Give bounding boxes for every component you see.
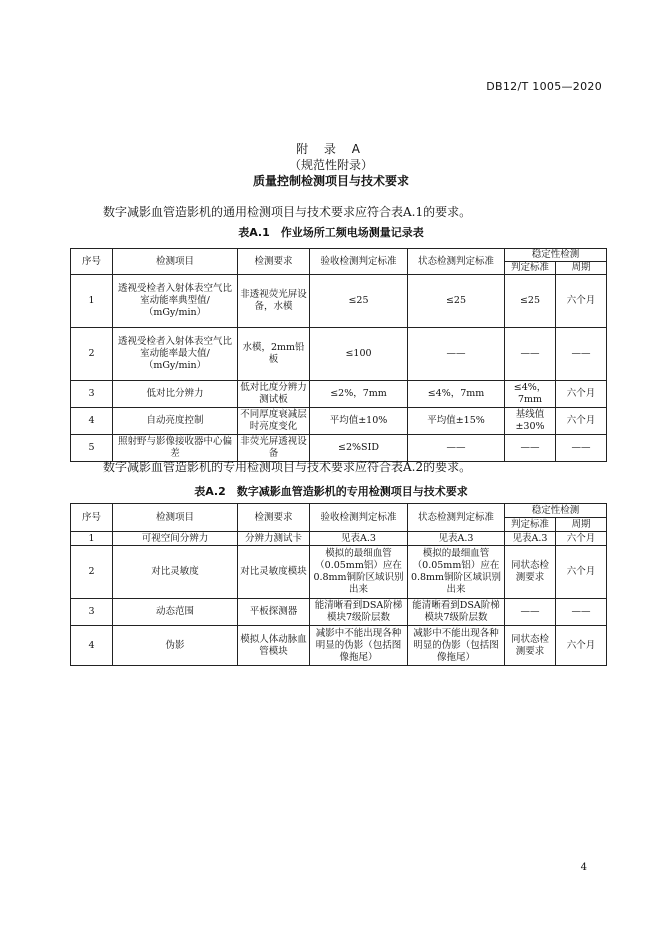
cell-requirement: 不同厚度衰减层时亮度变化 (238, 408, 310, 435)
cell-item: 对比灵敏度 (113, 546, 238, 599)
cell-acceptance: ≤2%SID (310, 435, 408, 462)
header-requirement: 检测要求 (238, 249, 310, 275)
cell-period: —— (556, 328, 607, 381)
header-criterion: 判定标准 (505, 262, 556, 275)
cell-period: 六个月 (556, 626, 607, 666)
cell-status: 能清晰看到DSA阶梯模块7级阶层数 (408, 599, 505, 626)
cell-criterion: 同状态检测要求 (505, 546, 556, 599)
header-acceptance: 验收检测判定标准 (310, 249, 408, 275)
header-seq: 序号 (71, 504, 113, 532)
cell-requirement: 平板探测器 (238, 599, 310, 626)
cell-status: —— (408, 328, 505, 381)
cell-period: —— (556, 599, 607, 626)
cell-status: ≤4%，7mm (408, 381, 505, 408)
cell-item: 低对比分辨力 (113, 381, 238, 408)
cell-acceptance: 平均值±10% (310, 408, 408, 435)
header-period: 周期 (556, 262, 607, 275)
header-item: 检测项目 (113, 504, 238, 532)
cell-criterion: 基线值±30% (505, 408, 556, 435)
cell-period: 六个月 (556, 381, 607, 408)
cell-period: 六个月 (556, 408, 607, 435)
header-period: 周期 (556, 518, 607, 532)
cell-item: 伪影 (113, 626, 238, 666)
table-a2 (70, 503, 607, 666)
table1-caption: 表A.1 作业场所工频电场测量记录表 (238, 226, 424, 239)
table-a1 (70, 248, 607, 462)
appendix-subtitle: （规范性附录） (288, 158, 373, 172)
table-row (71, 275, 607, 328)
cell-item: 透视受检者入射体表空气比室动能率最大值/（mGy/min） (113, 328, 238, 381)
table-row (71, 328, 607, 381)
cell-criterion: —— (505, 435, 556, 462)
cell-acceptance: 能清晰看到DSA阶梯模块7级阶层数 (310, 599, 408, 626)
table-row (71, 546, 607, 599)
header-status: 状态检测判定标准 (408, 249, 505, 275)
cell-requirement: 模拟人体动脉血管模块 (238, 626, 310, 666)
cell-acceptance: ≤100 (310, 328, 408, 381)
cell-criterion: ≤25 (505, 275, 556, 328)
document-code: DB12/T 1005—2020 (486, 80, 602, 93)
cell-criterion: ≤4%，7mm (505, 381, 556, 408)
header-criterion: 判定标准 (505, 518, 556, 532)
cell-period: 六个月 (556, 546, 607, 599)
header-stability: 稳定性检测 (505, 249, 607, 262)
cell-period: 六个月 (556, 275, 607, 328)
cell-requirement: 非透视荧光屏设备，水模 (238, 275, 310, 328)
intro-paragraph-2: 数字减影血管造影机的专用检测项目与技术要求应符合表A.2的要求。 (103, 460, 472, 474)
cell-status: —— (408, 435, 505, 462)
cell-seq: 4 (71, 626, 113, 666)
header-item: 检测项目 (113, 249, 238, 275)
header-stability: 稳定性检测 (505, 504, 607, 518)
cell-seq: 3 (71, 381, 113, 408)
table-row (71, 626, 607, 666)
cell-acceptance: ≤25 (310, 275, 408, 328)
cell-acceptance: 见表A.3 (310, 532, 408, 546)
cell-seq: 4 (71, 408, 113, 435)
cell-status: 平均值±15% (408, 408, 505, 435)
cell-item: 动态范围 (113, 599, 238, 626)
cell-status: 减影中不能出现各种明显的伪影（包括图像拖尾） (408, 626, 505, 666)
table-row (71, 381, 607, 408)
table2-caption: 表A.2 数字减影血管造影机的专用检测项目与技术要求 (194, 485, 468, 498)
cell-item: 可视空间分辨力 (113, 532, 238, 546)
cell-acceptance: 模拟的最细血管（0.05mm铝）应在0.8mm铜阶区域识别出来 (310, 546, 408, 599)
cell-seq: 5 (71, 435, 113, 462)
cell-criterion: —— (505, 599, 556, 626)
cell-status: 见表A.3 (408, 532, 505, 546)
cell-status: ≤25 (408, 275, 505, 328)
header-status: 状态检测判定标准 (408, 504, 505, 532)
cell-seq: 2 (71, 328, 113, 381)
cell-status: 模拟的最细血管（0.05mm铝）应在0.8mm铜阶区域识别出来 (408, 546, 505, 599)
header-seq: 序号 (71, 249, 113, 275)
cell-requirement: 非荧光屏透视设备 (238, 435, 310, 462)
cell-criterion: 见表A.3 (505, 532, 556, 546)
table-row (71, 532, 607, 546)
cell-item: 自动亮度控制 (113, 408, 238, 435)
cell-period: —— (556, 435, 607, 462)
cell-seq: 2 (71, 546, 113, 599)
cell-requirement: 水模，2mm铅板 (238, 328, 310, 381)
cell-requirement: 对比灵敏度模块 (238, 546, 310, 599)
table-row (71, 408, 607, 435)
page-number: 4 (580, 862, 587, 873)
cell-acceptance: ≤2%，7mm (310, 381, 408, 408)
cell-seq: 3 (71, 599, 113, 626)
cell-item: 透视受检者入射体表空气比室动能率典型值/（mGy/min） (113, 275, 238, 328)
table-row (71, 599, 607, 626)
cell-seq: 1 (71, 275, 113, 328)
header-requirement: 检测要求 (238, 504, 310, 532)
appendix-title: 附 录 A (296, 142, 366, 156)
cell-period: 六个月 (556, 532, 607, 546)
cell-criterion: 同状态检测要求 (505, 626, 556, 666)
cell-seq: 1 (71, 532, 113, 546)
cell-item: 照射野与影像接收器中心偏差 (113, 435, 238, 462)
header-acceptance: 验收检测判定标准 (310, 504, 408, 532)
cell-criterion: —— (505, 328, 556, 381)
intro-paragraph-1: 数字减影血管造影机的通用检测项目与技术要求应符合表A.1的要求。 (103, 205, 472, 219)
cell-requirement: 分辨力测试卡 (238, 532, 310, 546)
cell-acceptance: 减影中不能出现各种明显的伪影（包括图像拖尾） (310, 626, 408, 666)
appendix-heading: 质量控制检测项目与技术要求 (252, 174, 409, 188)
cell-requirement: 低对比度分辨力测试板 (238, 381, 310, 408)
